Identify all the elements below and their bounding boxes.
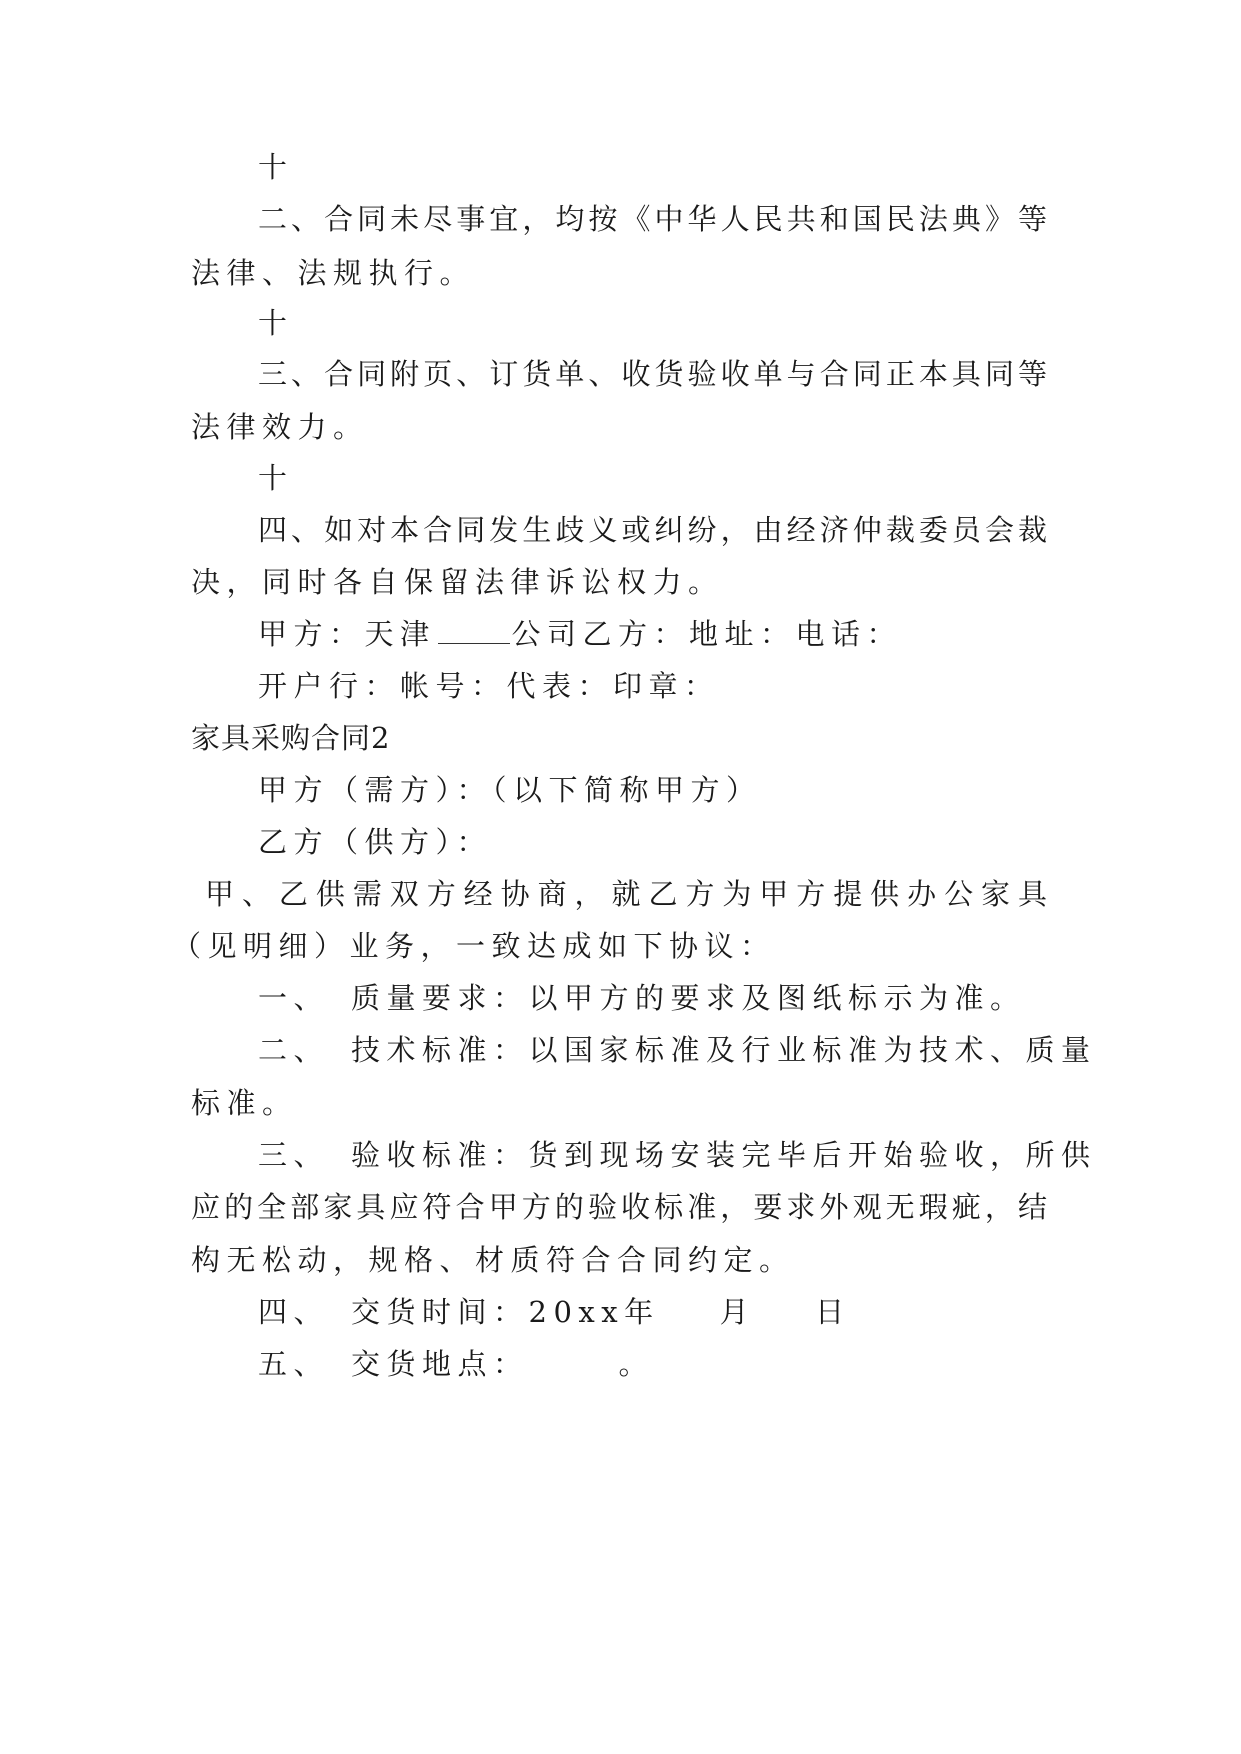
item-text: 交货时间：20xx年 xyxy=(351,1295,660,1329)
item-acceptance-line-2: 应的全部家具应符合甲方的验收标准，要求外观无瑕疵，结 xyxy=(191,1190,1047,1224)
party-a-signature-line xyxy=(258,617,1128,651)
item-number: 四、 xyxy=(258,1295,330,1329)
party-b-labels: 公司乙方：地址：电话： xyxy=(511,617,903,651)
item-number: 五、 xyxy=(258,1347,330,1381)
party-b-supplier: 乙方（供方）： xyxy=(258,825,493,859)
item-number: 三、 xyxy=(258,1138,330,1172)
clause-number-ten: 十 xyxy=(258,461,294,495)
item-text: 验收标准：货到现场安装完毕后开始验收，所供 xyxy=(351,1138,1097,1172)
preamble-line-1: 甲、乙供需双方经协商，就乙方为甲方提供办公家具 xyxy=(205,877,1047,911)
preamble-line-2: （见明细）业务，一致达成如下协议： xyxy=(172,929,776,963)
clause-twelve-line-1: 二、合同未尽事宜，均按《中华人民共和国民法典》等 xyxy=(258,202,1047,236)
party-a-buyer: 甲方（需方）：（以下简称甲方） xyxy=(258,773,762,807)
item-acceptance-line-3: 构无松动，规格、材质符合合同约定。 xyxy=(191,1243,795,1277)
item-acceptance xyxy=(258,1138,1128,1172)
item-technical xyxy=(258,1033,1097,1067)
day-label: 日 xyxy=(815,1295,851,1329)
section-title: 家具采购合同2 xyxy=(191,721,391,755)
item-technical-line-2: 标准。 xyxy=(191,1086,298,1120)
item-text: 质量要求：以甲方的要求及图纸标示为准。 xyxy=(351,981,1026,1015)
company-name-blank xyxy=(438,617,510,644)
clause-twelve-line-2: 法律、法规执行。 xyxy=(191,256,476,290)
item-number: 一、 xyxy=(258,981,330,1015)
month-label: 月 xyxy=(719,1295,756,1329)
item-delivery-place xyxy=(258,1347,1128,1381)
party-a-label: 甲方：天津 xyxy=(258,617,436,651)
clause-fourteen-line-1: 四、如对本合同发生歧义或纠纷，由经济仲裁委员会裁 xyxy=(258,513,1047,547)
clause-number-ten: 十 xyxy=(258,150,294,184)
bank-account-line: 开户行：帐号：代表：印章： xyxy=(258,669,720,703)
clause-thirteen-line-1: 三、合同附页、订货单、收货验收单与合同正本具同等 xyxy=(258,357,1047,391)
item-delivery-time xyxy=(258,1295,1128,1329)
item-quality xyxy=(258,981,1128,1015)
item-text: 技术标准：以国家标准及行业标准为技术、质量 xyxy=(351,1033,1097,1067)
clause-fourteen-line-2: 决，同时各自保留法律诉讼权力。 xyxy=(191,565,724,599)
item-number: 二、 xyxy=(258,1033,330,1067)
clause-thirteen-line-2: 法律效力。 xyxy=(191,410,369,444)
item-text: 交货地点： xyxy=(351,1347,529,1381)
period-mark: 。 xyxy=(618,1347,655,1381)
clause-number-ten: 十 xyxy=(258,306,294,340)
